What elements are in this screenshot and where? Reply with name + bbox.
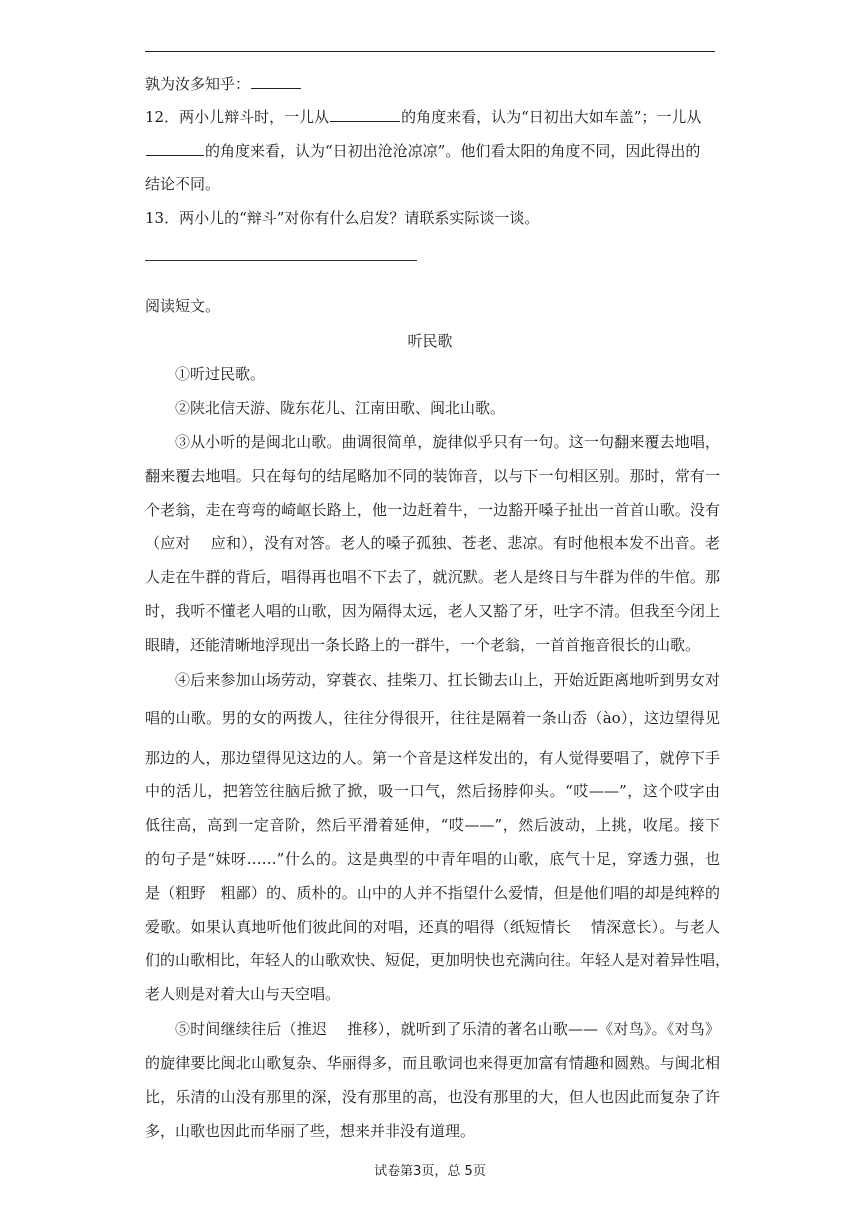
para-4-line: ④后来参加山场劳动，穿蓑衣、挂柴刀、扛长锄去山上，开始近距离地听到男女对 — [175, 671, 720, 689]
page-footer: 试卷第3页，总 5页 — [374, 1164, 486, 1179]
q11-answer-blank[interactable] — [251, 74, 301, 89]
q13-text: 13．两小儿的“辩斗”对你有什么启发？请联系实际谈一谈。 — [145, 209, 540, 227]
para-4-line: 中的活儿，把箬笠往脑后掀了掀，吸一口气，然后扬脖仰头。“哎——”，这个哎字由 — [145, 782, 720, 800]
q13-line — [145, 208, 720, 228]
para-5-line: 的旋律要比闽北山歌复杂、华丽得多，而且歌词也来得更加富有情趣和圆熟。与闽北相 — [145, 1054, 720, 1072]
para-5-line: 比，乐清的山没有那里的深，没有那里的高，也没有那里的大，但人也因此而复杂了许 — [145, 1088, 720, 1106]
para-5-line: 多，山歌也因此而华丽了些，想来并非没有道理。 — [145, 1122, 476, 1140]
q12-text-a: 12．两小儿辩斗时，一儿从 — [145, 108, 330, 126]
q11-text: 孰为汝多知乎： — [145, 75, 251, 93]
para-3-line: 翻来覆去地唱。只在每句的结尾略加不同的装饰音，以与下一句相区别。那时，常有一 — [145, 467, 720, 485]
para-4-line: 那边的人，那边望得见这边的人。第一个音是这样发出的，有人觉得要唱了，就停下手 — [145, 749, 720, 767]
section-intro: 阅读短文。 — [145, 297, 221, 315]
para-5-line: ⑤时间继续往后（推迟 推移），就听到了乐清的著名山歌——《对鸟》。《对鸟》 — [175, 1020, 720, 1038]
q12-line-2 — [145, 141, 720, 161]
para-4-line: 唱的山歌。男的女的两拨人，往往分得很开，往往是隔着一条山岙（ào），这边望得见 — [145, 709, 720, 727]
q12-text-c: 的角度来看，认为“日初出沧沧凉凉”。他们看太阳的角度不同，因此得出的 — [205, 142, 701, 160]
para-4-line: 爱歌。如果认真地听他们彼此间的对唱，还真的唱得（纸短情长 情深意长）。与老人 — [145, 918, 720, 936]
para-1: ①听过民歌。 — [175, 365, 266, 383]
para-3-line: 眼睛，还能清晰地浮现出一条长路上的一群牛，一个老翁，一首首拖音很长的山歌。 — [145, 636, 701, 654]
para-3-line: ③从小听的是闽北山歌。曲调很简单，旋律似乎只有一句。这一句翻来覆去地唱， — [175, 433, 720, 451]
q12-line-3 — [145, 174, 720, 194]
para-4-line: 的句子是“妹呀……”什么的。这是典型的中青年唱的山歌，底气十足，穿透力强，也 — [145, 850, 720, 868]
para-4-line: 们的山歌相比，年轻人的山歌欢快、短促，更加明快也充满向往。年轻人是对着异性唱， — [145, 951, 731, 969]
para-3-line: 人走在牛群的背后，唱得再也唱不下去了，就沉默。老人是终日与牛群为伴的牛倌。那 — [145, 568, 720, 586]
q12-text-b: 的角度来看，认为“日初出大如车盖”；一儿从 — [401, 108, 702, 126]
q12-text-d: 结论不同。 — [145, 175, 221, 193]
para-3-line: 个老翁，走在弯弯的崎岖长路上，他一边赶着牛，一边豁开嗓子扯出一首首山歌。没有 — [145, 501, 720, 519]
q11-line — [145, 74, 720, 94]
para-4-line: 低往高，高到一定音阶，然后平滑着延伸，“哎——”，然后波动，上挑，收尾。接下 — [145, 816, 720, 834]
q13-answer-line[interactable] — [145, 260, 417, 261]
q12-blank-1[interactable] — [330, 107, 400, 122]
para-3-line: 时，我听不懂老人唱的山歌，因为隔得太远，老人又豁了牙，吐字不清。但我至今闭上 — [145, 602, 720, 620]
para-4-line: 老人则是对着大山与天空唱。 — [145, 985, 341, 1003]
para-2: ②陕北信天游、陇东花儿、江南田歌、闽北山歌。 — [175, 399, 506, 417]
q12-line-1 — [145, 107, 720, 127]
top-rule — [145, 51, 715, 52]
passage-title: 听民歌 — [407, 332, 453, 350]
q12-blank-2[interactable] — [146, 141, 204, 156]
para-4-line: 是（粗野 粗鄙）的、质朴的。山中的人并不指望什么爱情，但是他们唱的却是纯粹的 — [145, 884, 720, 902]
para-3-line: （应对 应和），没有对答。老人的嗓子孤独、苍老、悲凉。有时他根本发不出音。老 — [145, 534, 720, 552]
